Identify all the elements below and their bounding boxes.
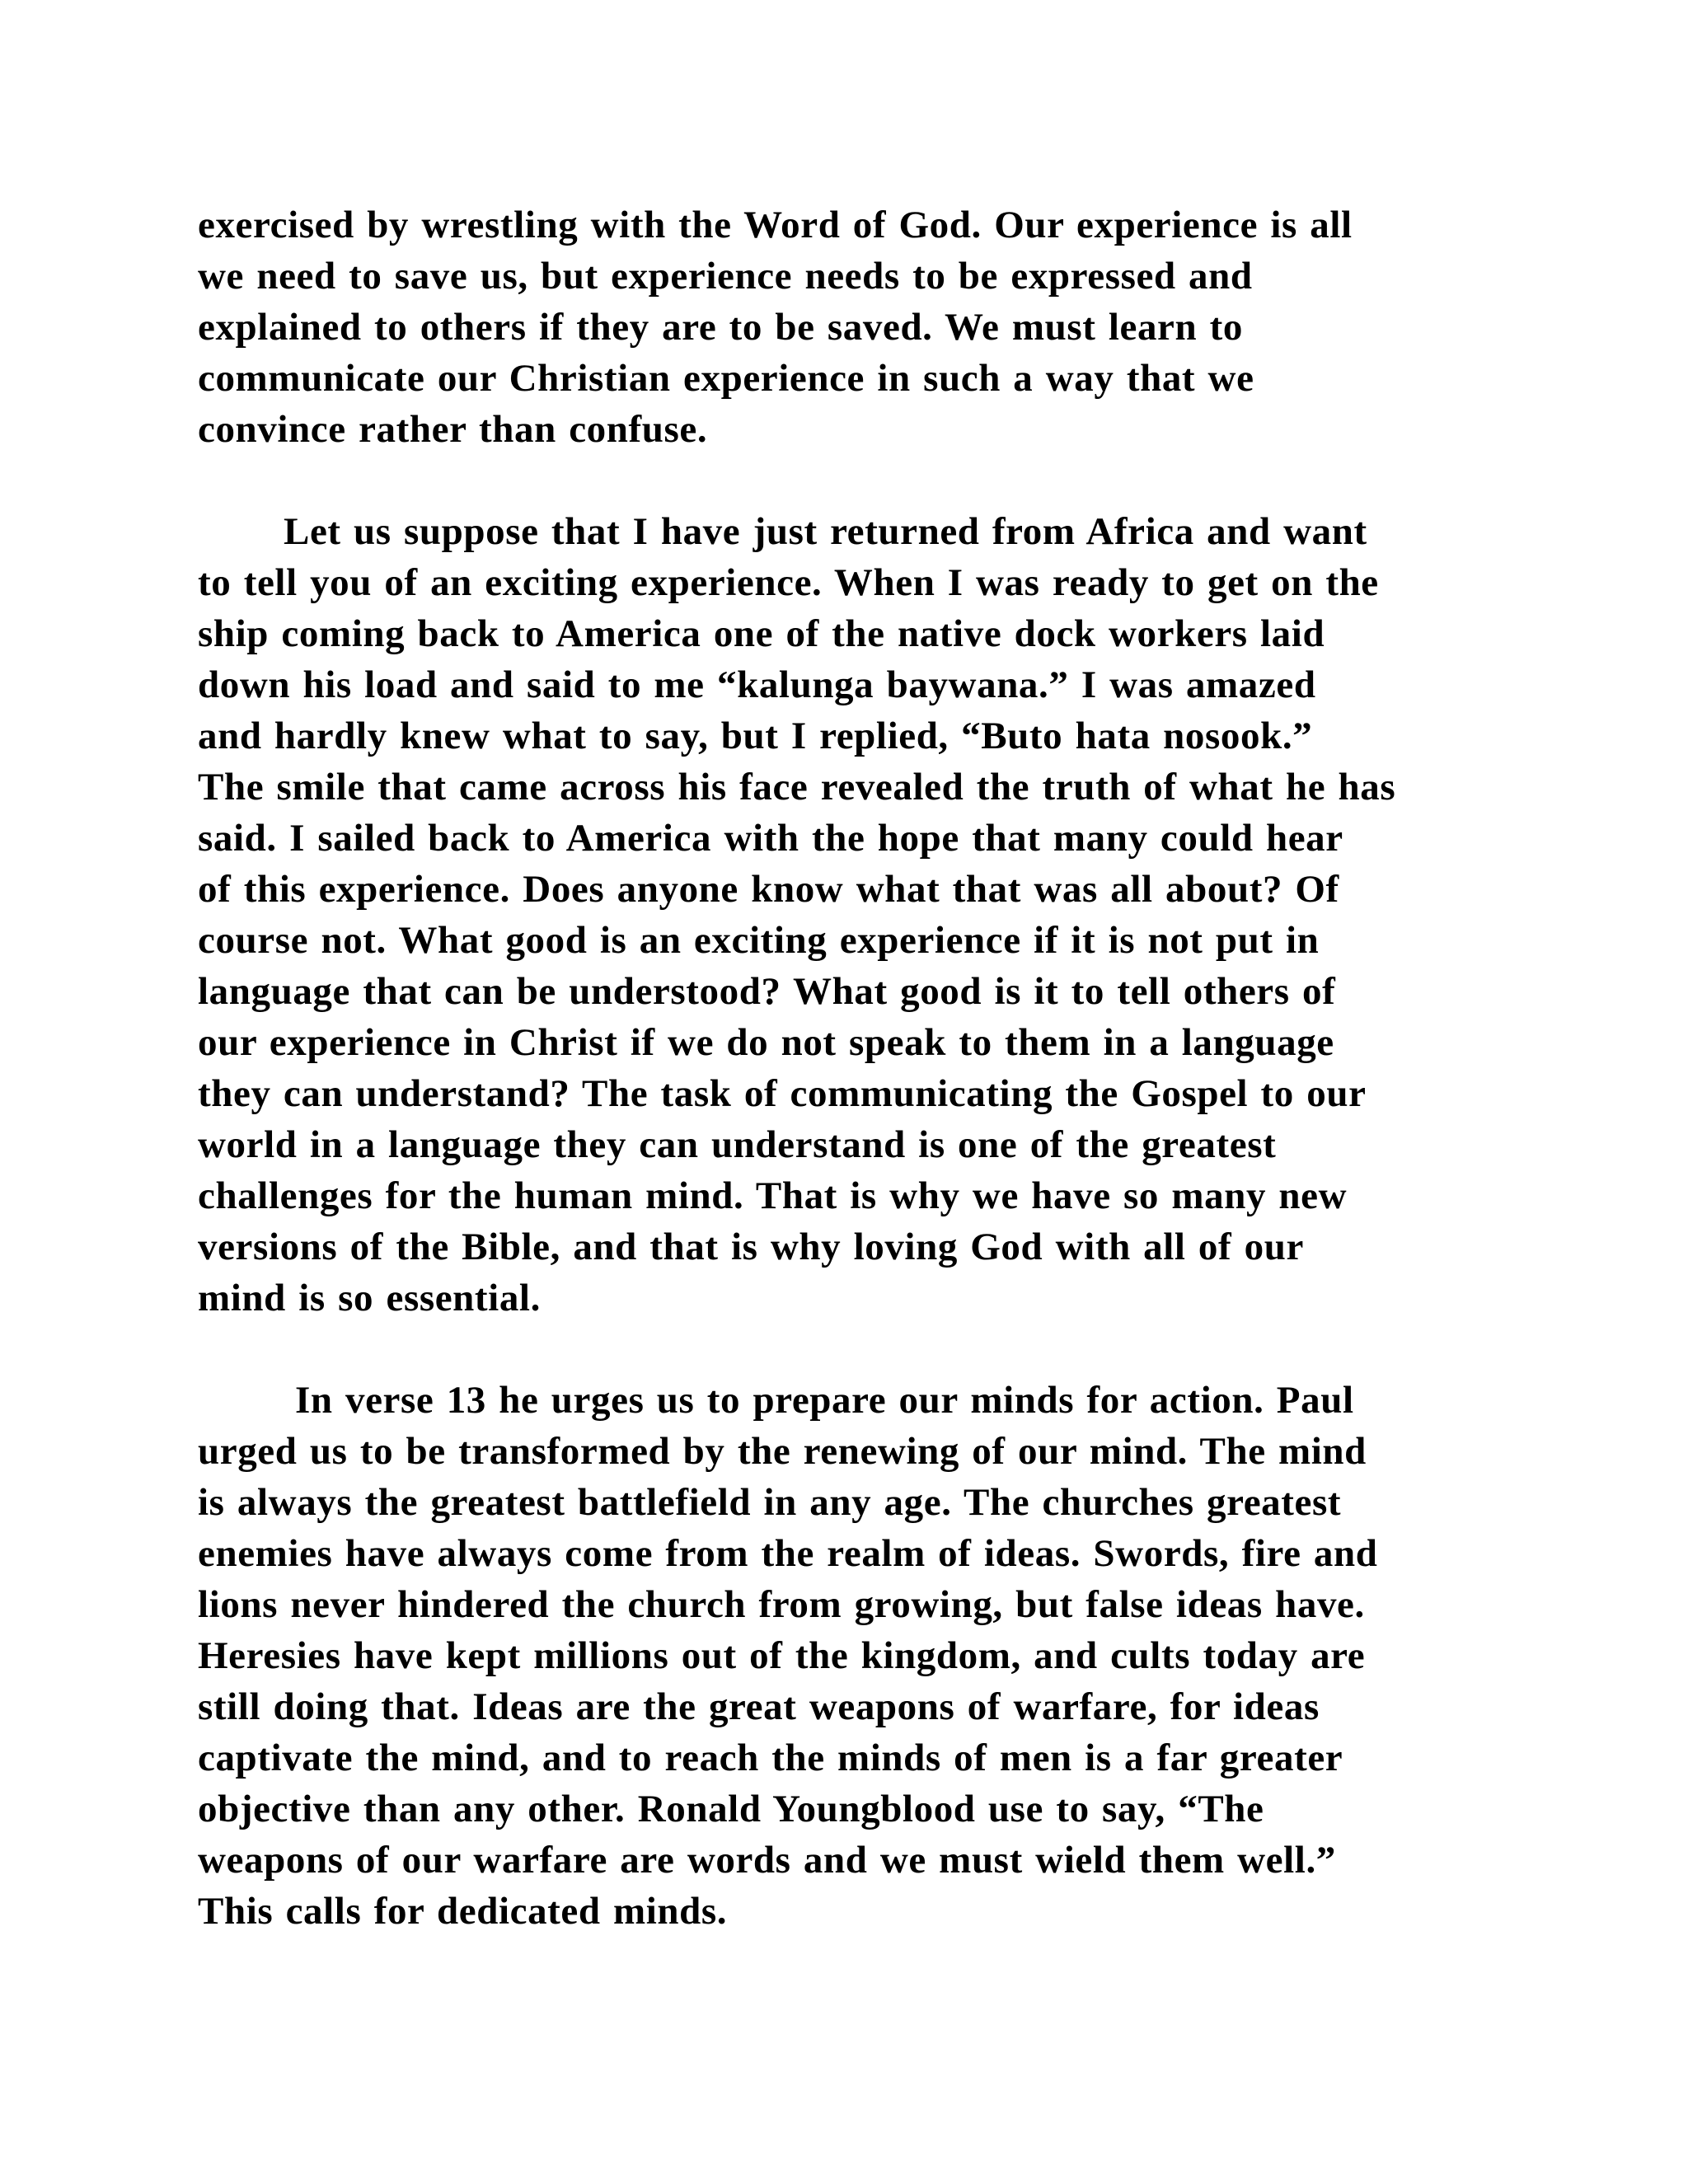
- text-line: ship coming back to America one of the native dock workers laid: [198, 612, 1325, 655]
- text-line: still doing that. Ideas are the great weapons of warfare, for ideas: [198, 1685, 1320, 1728]
- text-line: weapons of our warfare are words and we must wield them well.”: [198, 1839, 1336, 1882]
- text-line: captivate the mind, and to reach the minds of men is a far greater: [198, 1736, 1343, 1779]
- text-line: said. I sailed back to America with the hope that many could hear: [198, 817, 1343, 860]
- text-line: is always the greatest battlefield in any age. The churches greatest: [198, 1481, 1342, 1524]
- body-text: [198, 199, 1484, 1988]
- paragraph-1: [198, 199, 1484, 455]
- text-line: In verse 13 he urges us to prepare our minds for action. Paul: [295, 1379, 1354, 1422]
- text-line: convince rather than confuse.: [198, 408, 708, 451]
- text-line: The smile that came across his face revealed the truth of what he has: [198, 766, 1396, 808]
- text-line: communicate our Christian experience in such a way that we: [198, 357, 1254, 400]
- text-line: mind is so essential.: [198, 1277, 541, 1319]
- text-line: challenges for the human mind. That is why we have so many new: [198, 1174, 1348, 1217]
- text-line: to tell you of an exciting experience. When I was ready to get on the: [198, 561, 1379, 604]
- text-line: explained to others if they are to be saved. We must learn to: [198, 306, 1243, 349]
- paragraph-2: [198, 506, 1484, 1324]
- text-line: down his load and said to me “kalunga baywana.” I was amazed: [198, 663, 1316, 706]
- text-line: they can understand? The task of communicating the Gospel to our: [198, 1072, 1367, 1115]
- text-line: we need to save us, but experience needs to be expressed and: [198, 255, 1253, 298]
- text-line: objective than any other. Ronald Youngblood use to say, “The: [198, 1788, 1264, 1830]
- text-line: world in a language they can understand is one of the greatest: [198, 1123, 1277, 1166]
- text-line: our experience in Christ if we do not speak to them in a language: [198, 1021, 1334, 1064]
- text-line: Heresies have kept millions out of the kingdom, and cults today are: [198, 1634, 1366, 1677]
- text-line: course not. What good is an exciting experience if it is not put in: [198, 919, 1320, 962]
- text-line: language that can be understood? What good is it to tell others of: [198, 970, 1336, 1013]
- paragraph-3: [198, 1375, 1484, 1937]
- text-line: versions of the Bible, and that is why loving God with all of our: [198, 1226, 1304, 1268]
- text-line: and hardly knew what to say, but I replied, “Buto hata nosook.”: [198, 715, 1313, 757]
- text-line: enemies have always come from the realm of ideas. Swords, fire and: [198, 1532, 1378, 1575]
- text-line: Let us suppose that I have just returned from Africa and want: [284, 510, 1367, 553]
- text-line: of this experience. Does anyone know what that was all about? Of: [198, 868, 1339, 911]
- text-line: exercised by wrestling with the Word of God. Our experience is all: [198, 204, 1353, 246]
- text-line: lions never hindered the church from growing, but false ideas have.: [198, 1583, 1365, 1626]
- text-line: This calls for dedicated minds.: [198, 1890, 728, 1933]
- text-line: urged us to be transformed by the renewing of our mind. The mind: [198, 1430, 1367, 1473]
